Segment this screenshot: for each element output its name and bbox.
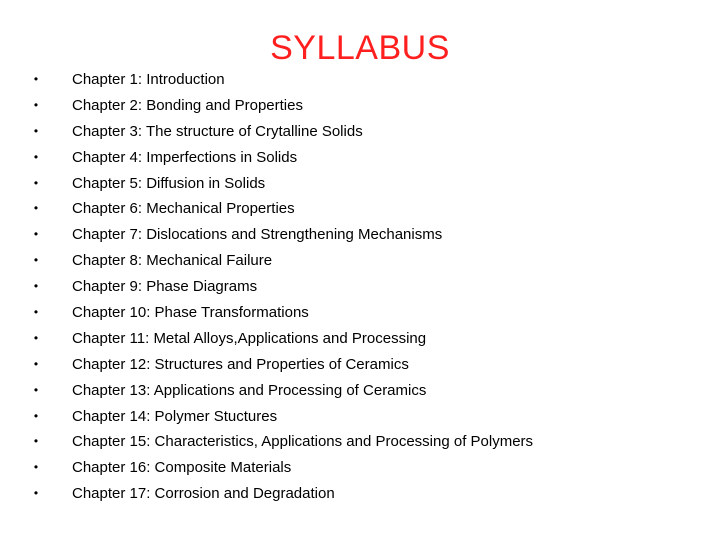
bullet-icon: • [33,175,39,190]
bullet-icon: • [33,305,39,320]
chapter-label: Chapter 16: Composite Materials [72,459,292,477]
bullet-icon: • [33,123,39,138]
bullet-icon: • [33,486,39,501]
chapter-label: Chapter 4: Imperfections in Solids [72,148,298,166]
bullet-icon: • [33,201,39,216]
bullet-icon: • [33,408,39,423]
bullet-icon: • [33,227,39,242]
chapter-label: Chapter 9: Phase Diagrams [72,278,258,296]
list-item [30,196,690,222]
list-item [30,455,690,481]
chapter-label: Chapter 10: Phase Transformations [72,304,309,322]
list-item [30,222,690,248]
list-item [30,378,690,404]
chapter-label: Chapter 12: Structures and Properties of Ceramics [72,355,409,373]
chapter-label: Chapter 3: The structure of Crytalline Solids [72,122,363,140]
chapter-label: Chapter 2: Bonding and Properties [72,96,303,114]
chapter-label: Chapter 8: Mechanical Failure [72,252,273,270]
bullet-icon: • [33,382,39,397]
list-item [30,67,690,93]
list-item [30,171,690,197]
chapter-label: Chapter 13: Applications and Processing of Ceramics [72,381,427,399]
list-item [30,404,690,430]
list-item [30,119,690,145]
bullet-icon: • [33,253,39,268]
list-item [30,145,690,171]
chapter-label: Chapter 5: Diffusion in Solids [72,174,266,192]
list-item [30,274,690,300]
list-item [30,429,690,455]
list-item [30,248,690,274]
bullet-icon: • [33,97,39,112]
bullet-icon: • [33,149,39,164]
chapter-label: Chapter 6: Mechanical Properties [72,200,295,218]
chapter-label: Chapter 17: Corrosion and Degradation [72,485,335,503]
list-item [30,352,690,378]
slide-title [0,28,720,68]
bullet-icon: • [33,460,39,475]
bullet-icon: • [33,279,39,294]
list-item [30,300,690,326]
slide-title-text: SYLLABUS [270,29,450,67]
chapter-label: Chapter 15: Characteristics, Applications and Processing of Polymers [72,433,534,451]
bullet-icon: • [33,356,39,371]
list-item [30,481,690,507]
chapter-label: Chapter 11: Metal Alloys,Applications and Processing [72,329,427,347]
chapter-label: Chapter 7: Dislocations and Strengthening Mechanisms [72,226,443,244]
chapter-label: Chapter 14: Polymer Stuctures [72,407,278,425]
chapter-label: Chapter 1: Introduction [72,71,225,88]
bullet-icon: • [33,434,39,449]
list-item [30,93,690,119]
bullet-icon: • [33,330,39,345]
chapter-list [30,67,690,507]
list-item [30,326,690,352]
bullet-icon: • [33,72,39,86]
